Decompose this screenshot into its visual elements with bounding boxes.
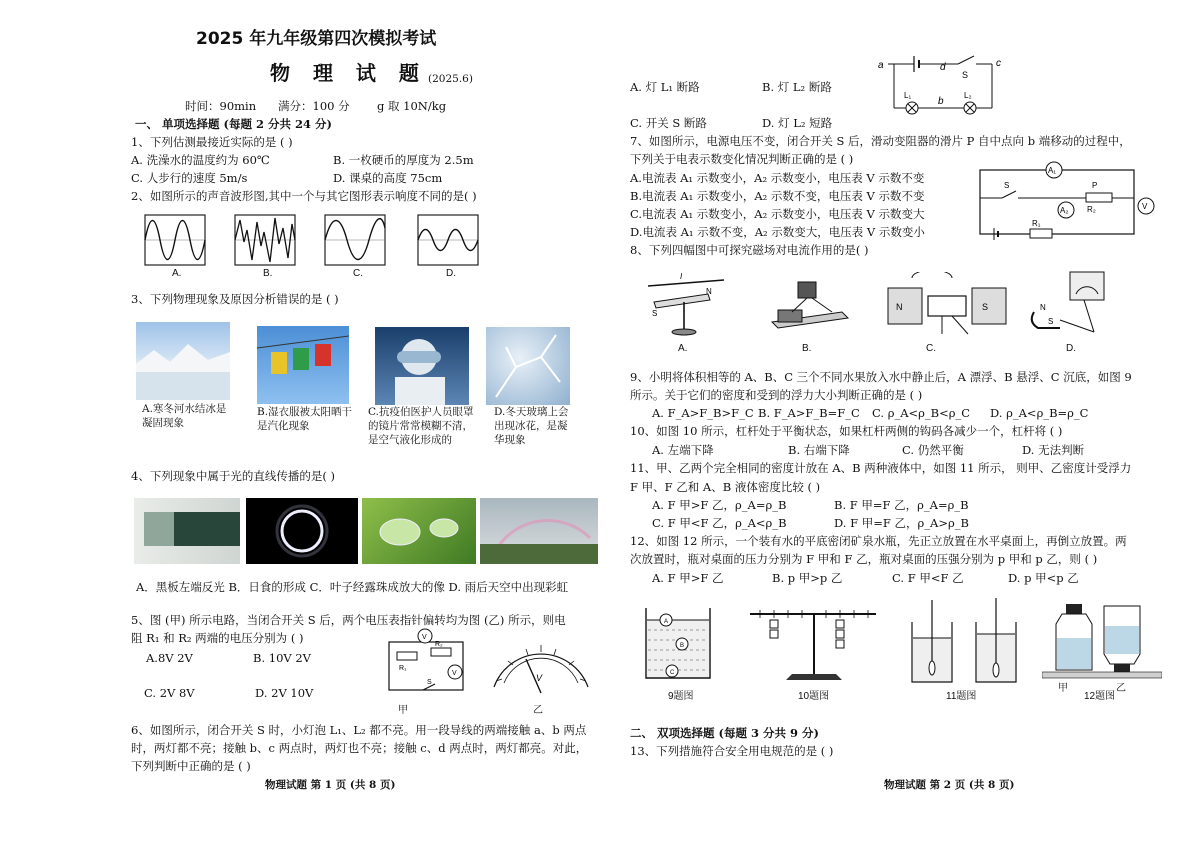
q13-stem: 13、下列措施符合安全用电规范的是 ( ) xyxy=(630,744,834,758)
q6-option-b: B. 灯 L₂ 断路 xyxy=(762,80,832,94)
q4-photo-dewdrops xyxy=(362,498,476,564)
svg-text:R₁: R₁ xyxy=(399,665,407,672)
q3-photo-frozen-river xyxy=(136,322,230,400)
fig9-caption: 9题图 xyxy=(668,691,694,702)
q8-figure-a-compass-wire xyxy=(634,272,734,342)
q7-option-a: A.电流表 A₁ 示数变小，A₂ 示数变小，电压表 V 示数不变 xyxy=(630,171,925,185)
q10-option-b: B. 右端下降 xyxy=(788,443,850,457)
fig12-label-jia: 甲 xyxy=(1058,683,1068,694)
q6-stem-line1: 6、如图所示，闭合开关 S 时，小灯泡 L₁、L₂ 都不亮。用一段导线的两端接触 a、b 两点 xyxy=(131,723,587,737)
q8-label-b: B. xyxy=(802,343,812,354)
q12-option-b: B. p 甲>p 乙 xyxy=(772,571,843,585)
q7-option-c: C.电流表 A₁ 示数变小，A₂ 示数变小，电压表 V 示数变大 xyxy=(630,207,925,221)
fig11-hydrometers xyxy=(906,594,1024,688)
q10-option-d: D. 无法判断 xyxy=(1022,443,1085,457)
fig9-beaker-fruits xyxy=(636,602,722,686)
q2-label-c: C. xyxy=(353,268,363,279)
q12-stem-line2: 次放置时，瓶对桌面的压力分别为 F 甲和 F 乙，瓶对桌面的压强分别为 p 甲和 p 乙，则 ( ) xyxy=(630,552,1098,566)
q7-circuit-diagram xyxy=(974,158,1164,242)
exam-time: 时间：90min xyxy=(185,99,257,113)
q8-figure-b-motor-rails xyxy=(752,272,862,342)
section-2-heading: 二、 双项选择题 (每题 3 分共 9 分) xyxy=(630,726,819,740)
svg-text:S: S xyxy=(652,309,658,318)
q1-option-c: C. 人步行的速度 5m/s xyxy=(131,171,248,185)
fig12-caption: 12题图 xyxy=(1084,691,1116,702)
q9-stem-line2: 所示。关于它们的密度和受到的浮力大小判断正确的是 ( ) xyxy=(630,388,923,402)
q2-label-d: D. xyxy=(446,268,456,279)
svg-text:V: V xyxy=(452,670,457,677)
svg-text:A₂: A₂ xyxy=(1060,206,1069,215)
q5-circuit-diagram xyxy=(383,626,475,708)
page-1-footer: 物理试题 第 1 页 (共 8 页) xyxy=(265,779,396,791)
q7-stem-line1: 7、如图所示，电源电压不变，闭合开关 S 后，滑动变阻器的滑片 P 自中点向 b 端移动的过程中， xyxy=(630,134,1131,148)
svg-text:A₁: A₁ xyxy=(1048,166,1057,175)
waveform-d xyxy=(418,215,478,265)
svg-text:R₂: R₂ xyxy=(1087,205,1096,214)
q8-figure-c-generator-coil xyxy=(882,272,1012,342)
q3-option-b: B.湿衣服被太阳晒干是汽化现象 xyxy=(257,406,353,432)
svg-text:S: S xyxy=(427,679,432,686)
q12-stem-line1: 12、如图 12 所示，一个装有水的平底密闭矿泉水瓶，先正立放置在水平桌面上，再倒立放置。两 xyxy=(630,534,1127,548)
q1-stem: 1、下列估测最接近实际的是 ( ) xyxy=(131,135,293,149)
q5-figure-yi-label: 乙 xyxy=(533,705,543,716)
q10-option-c: C. 仍然平衡 xyxy=(902,443,964,457)
q11-option-b: B. F 甲=F 乙，ρ_A=ρ_B xyxy=(834,498,969,512)
q3-option-c: C.抗疫伯医护人员眼罩的镜片常常模糊不清，是空气液化形成的 xyxy=(368,406,474,446)
svg-text:N: N xyxy=(896,302,903,312)
svg-text:B: B xyxy=(680,643,685,649)
svg-text:S: S xyxy=(1048,317,1054,326)
q6-option-a: A. 灯 L₁ 断路 xyxy=(630,80,700,94)
q5-option-b: B. 10V 2V xyxy=(253,651,311,665)
q9-option-a: A. F_A>F_B>F_C xyxy=(652,406,754,420)
fig12-water-bottles xyxy=(1042,600,1162,690)
q2-label-a: A. xyxy=(172,268,182,279)
q6-circuit-diagram xyxy=(874,46,1004,124)
fig10-lever-balance xyxy=(746,604,882,686)
svg-text:C: C xyxy=(670,670,675,676)
q8-figure-d-galvanometer xyxy=(1024,268,1134,344)
q11-option-c: C. F 甲<F 乙，ρ_A<ρ_B xyxy=(652,516,787,530)
q5-option-c: C. 2V 8V xyxy=(144,686,195,700)
svg-text:S: S xyxy=(982,302,989,312)
q6-option-d: D. 灯 L₂ 短路 xyxy=(762,116,833,130)
q6-stem-line3: 下列判断中正确的是 ( ) xyxy=(131,759,251,773)
q11-option-d: D. F 甲=F 乙，ρ_A>ρ_B xyxy=(834,516,969,530)
q4-photo-blackboard xyxy=(134,498,240,564)
fig12-label-yi: 乙 xyxy=(1116,683,1126,694)
q2-label-b: B. xyxy=(263,268,273,279)
svg-text:S: S xyxy=(1004,181,1010,190)
q7-option-d: D.电流表 A₁ 示数不变，A₂ 示数变大，电压表 V 示数变小 xyxy=(630,225,925,239)
q8-label-d: D. xyxy=(1066,343,1076,354)
waveform-c xyxy=(325,215,385,265)
q12-option-a: A. F 甲>F 乙 xyxy=(652,571,724,585)
q12-option-c: C. F 甲<F 乙 xyxy=(892,571,964,585)
q12-option-d: D. p 甲<p 乙 xyxy=(1008,571,1079,585)
q10-stem: 10、如图 10 所示，杠杆处于平衡状态，如果杠杆两侧的钩码各减少一个，杠杆将 ( ) xyxy=(630,424,1063,438)
q3-photo-drying-clothes xyxy=(257,326,349,404)
q2-stem: 2、如图所示的声音波形图,其中一个与其它图形表示响度不同的是( ) xyxy=(131,189,477,203)
q5-stem-line2: 阻 R₁ 和 R₂ 两端的电压分别为 ( ) xyxy=(131,631,304,645)
svg-text:L₁: L₁ xyxy=(904,91,912,100)
section-1-heading: 一、 单项选择题 (每题 2 分共 24 分) xyxy=(135,117,332,131)
q8-label-a: A. xyxy=(678,343,688,354)
svg-text:R₂: R₂ xyxy=(435,641,443,648)
q9-stem-line1: 9、小明将体积相等的 A、B、C 三个不同水果放入水中静止后，A 漂浮、B 悬浮、C 沉底，如图 9 xyxy=(630,370,1132,384)
q5-option-a: A.8V 2V xyxy=(146,651,193,665)
svg-text:V: V xyxy=(536,673,543,683)
svg-text:A: A xyxy=(664,619,669,625)
svg-text:V: V xyxy=(1142,202,1148,211)
q11-stem-line2: F 甲、F 乙和 A、B 液体密度比较 ( ) xyxy=(630,480,821,494)
svg-text:N: N xyxy=(1040,303,1046,312)
q9-option-d: D. ρ_A<ρ_B=ρ_C xyxy=(990,406,1089,420)
q9-option-c: C. ρ_A<ρ_B<ρ_C xyxy=(872,406,971,420)
q1-option-b: B. 一枚硬币的厚度为 2.5m xyxy=(333,153,474,167)
q4-options: A．黑板左端反光 B．日食的形成 C．叶子经露珠成放大的像 D. 雨后天空中出现彩虹 xyxy=(136,580,569,594)
svg-text:d: d xyxy=(940,62,946,73)
q4-photo-solar-eclipse xyxy=(246,498,358,564)
q3-stem: 3、下列物理现象及原因分析错误的是 ( ) xyxy=(131,292,339,306)
q5-option-d: D. 2V 10V xyxy=(255,686,314,700)
q10-option-a: A. 左端下降 xyxy=(652,443,714,457)
page-2-footer: 物理试题 第 2 页 (共 8 页) xyxy=(884,779,1015,791)
q9-option-b: B. F_A>F_B=F_C xyxy=(758,406,860,420)
q6-stem-line2: 时，两灯都不亮；接触 b、c 两点时，两灯也不亮；接触 c、d 两点时，两灯都亮。对此， xyxy=(131,741,588,755)
exam-title: 2025 年九年级第四次模拟考试 xyxy=(196,29,437,49)
fig10-caption: 10题图 xyxy=(798,691,830,702)
fig11-caption: 11题图 xyxy=(946,691,977,702)
q1-option-d: D. 课桌的高度 75cm xyxy=(333,171,443,185)
svg-text:N: N xyxy=(706,287,712,296)
exam-page-2 xyxy=(612,0,1200,847)
svg-text:I: I xyxy=(680,272,683,281)
q8-stem: 8、下列四幅图中可探究磁场对电流作用的是( ) xyxy=(630,243,869,257)
q11-stem-line1: 11、甲、乙两个完全相同的密度计放在 A、B 两种液体中，如图 11 所示， 则甲、乙密度计受浮力 xyxy=(630,461,1132,475)
waveform-b xyxy=(235,215,295,265)
svg-text:a: a xyxy=(878,60,884,71)
q5-voltmeter-dial xyxy=(486,637,596,699)
svg-text:L₂: L₂ xyxy=(964,91,972,100)
svg-text:c: c xyxy=(996,58,1001,69)
q7-stem-line2: 下列关于电表示数变化情况判断正确的是 ( ) xyxy=(630,152,854,166)
waveform-a xyxy=(145,215,205,265)
exam-date: (2025.6) xyxy=(428,73,473,85)
q3-photo-medical-goggles xyxy=(375,327,469,405)
q6-option-c: C. 开关 S 断路 xyxy=(630,116,707,130)
q3-photo-frost-window xyxy=(486,327,570,405)
subject-title: 物 理 试 题 xyxy=(270,61,427,85)
q1-option-a: A. 洗澡水的温度约为 60℃ xyxy=(131,153,270,167)
svg-text:S: S xyxy=(962,70,969,80)
q4-stem: 4、下列现象中属于光的直线传播的是( ) xyxy=(131,469,335,483)
svg-text:R₁: R₁ xyxy=(1032,219,1041,228)
svg-text:b: b xyxy=(938,96,944,107)
svg-text:V: V xyxy=(422,634,427,641)
q5-figure-jia-label: 甲 xyxy=(398,705,408,716)
q3-option-d: D.冬天玻璃上会出现冰花，是凝华现象 xyxy=(494,406,569,446)
exam-score: 满分：100 分 xyxy=(278,99,350,113)
exam-gravity: g 取 10N/kg xyxy=(377,99,447,113)
q8-label-c: C. xyxy=(926,343,936,354)
svg-text:P: P xyxy=(1092,181,1098,190)
q11-option-a: A. F 甲>F 乙，ρ_A=ρ_B xyxy=(652,498,787,512)
q4-photo-rainbow xyxy=(480,498,598,564)
q7-option-b: B.电流表 A₁ 示数变小，A₂ 示数不变，电压表 V 示数不变 xyxy=(630,189,925,203)
q5-stem-line1: 5、图 (甲) 所示电路，当闭合开关 S 后，两个电压表指针偏转均为图 (乙) 所示，则电 xyxy=(131,613,566,627)
q3-option-a: A.寒冬河水结冰是凝固现象 xyxy=(142,403,227,429)
